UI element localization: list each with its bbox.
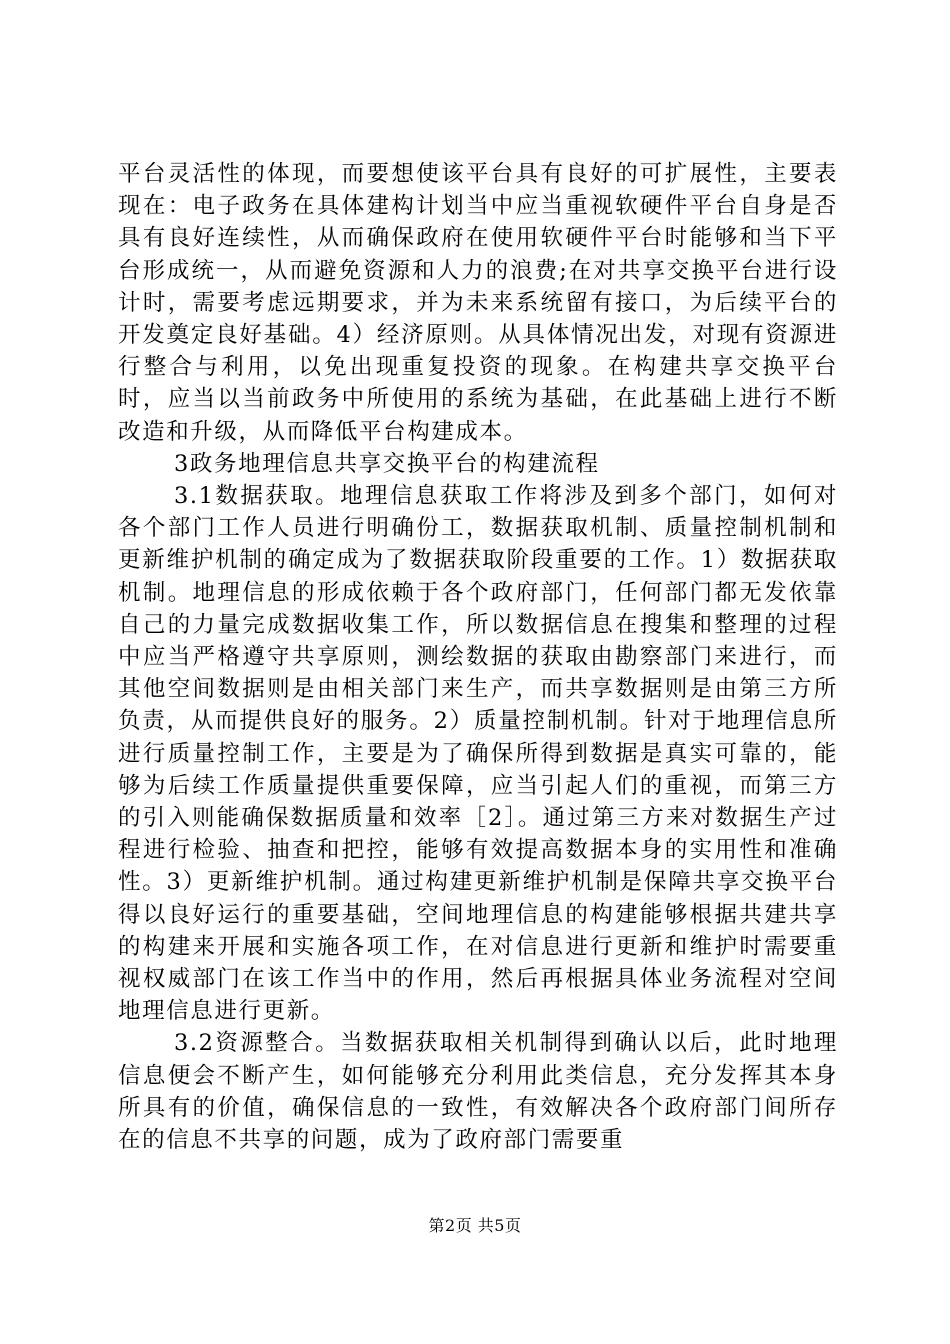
body-paragraph: 3.2资源整合。当数据获取相关机制得到确认以后，此时地理信息便会不断产生，如何能够充分利用此类信息，充分发挥其本身所具有的价值，确保信息的一致性，有效解决各个政府部门间所存在的信息不共享的问题，成为了政府部门需要重 [118,1030,838,1154]
section-heading: 3政务地理信息共享交换平台的构建流程 [174,450,600,477]
page-footer: 第2页 共5页 [428,1216,522,1235]
body-paragraph: 平台灵活性的体现，而要想使该平台具有良好的可扩展性，主要表现在：电子政务在具体建构计划当中应当重视软硬件平台自身是否具有良好连续性，从而确保政府在使用软硬件平台时能够和当下平台形成统一，从而避免资源和人力的浪费;在对共享交换平台进行设计时，需要考虑远期要求，并为未来系统留有接口，为后续平台的开发奠定良好基础。4）经济原则。从具体情况出发，对现有资源进行整合与利用，以免出现重复投资的现象。在构建共享交换平台时，应当以当前政务中所使用的系统为基础，在此基础上进行不断改造和升级，从而降低平台构建成本。 [118,161,838,445]
document-body [118,158,838,1156]
body-paragraph: 3.1数据获取。地理信息获取工作将涉及到多个部门，如何对各个部门工作人员进行明确份工，数据获取机制、质量控制机制和更新维护机制的确定成为了数据获取阶段重要的工作。1）数据获取机制。地理信息的形成依赖于各个政府部门，任何部门都无发依靠自己的力量完成数据收集工作，所以数据信息在搜集和整理的过程中应当严格遵守共享原则，测绘数据的获取由勘察部门来进行，而其他空间数据则是由相关部门来生产，而共享数据则是由第三方所负责，从而提供良好的服务。2）质量控制机制。针对于地理信息所进行质量控制工作，主要是为了确保所得到数据是真实可靠的，能够为后续工作质量提供重要保障，应当引起人们的重视，而第三方的引入则能确保数据质量和效率［2］。通过第三方来对数据生产过程进行检验、抽查和把控，能够有效提高数据本身的实用性和准确性。3）更新维护机制。通过构建更新维护机制是保障共享交换平台得以良好运行的重要基础，空间地理信息的构建能够根据共建共享的构建来开展和实施各项工作，在对信息进行更新和维护时需要重视权威部门在该工作当中的作用，然后再根据具体业务流程对空间地理信息进行更新。 [118,483,838,1025]
